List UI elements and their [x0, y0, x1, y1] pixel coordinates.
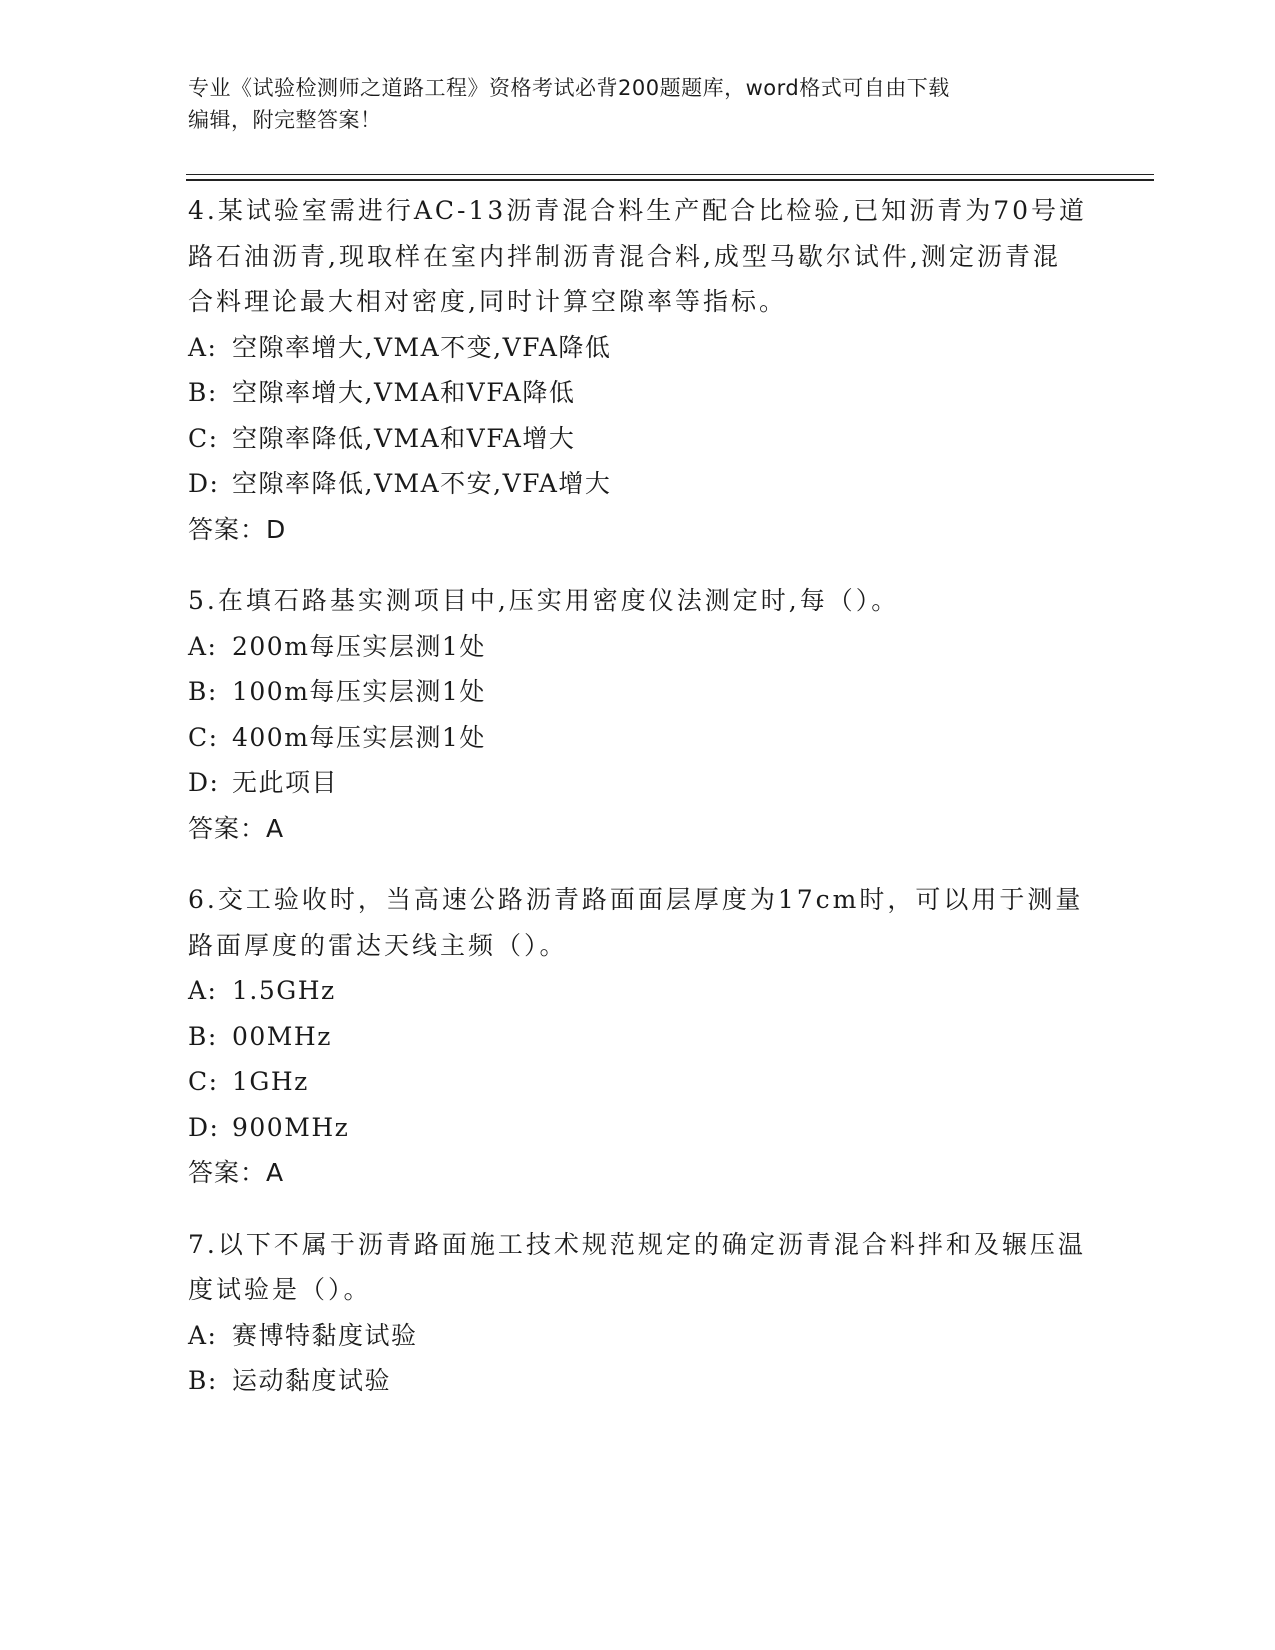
option-key: C:	[188, 423, 219, 453]
answer-label: 答案：A	[188, 813, 285, 843]
option-key: D:	[188, 1112, 220, 1142]
option-key: C:	[188, 722, 219, 752]
option-text: 空隙率降低,VMA不安,VFA增大	[232, 469, 612, 498]
option-c	[188, 1059, 1088, 1105]
option-key: B:	[188, 378, 218, 407]
option-c	[188, 416, 1088, 462]
option-text: 400m每压实层测1处	[232, 722, 486, 752]
option-key: B:	[188, 1366, 218, 1395]
option-text: 空隙率增大,VMA和VFA降低	[232, 378, 576, 407]
option-b	[188, 370, 1088, 416]
option-text: 无此项目	[232, 768, 339, 797]
option-a	[188, 325, 1088, 371]
option-d	[188, 1105, 1088, 1151]
question-5	[188, 578, 1088, 851]
option-text: 1.5GHz	[232, 976, 336, 1005]
option-text: 空隙率增大,VMA不变,VFA降低	[232, 332, 612, 362]
option-text: 900MHz	[232, 1112, 350, 1142]
option-c	[188, 715, 1088, 761]
option-key: D:	[188, 469, 220, 498]
document-header	[188, 72, 1068, 136]
answer-label: 答案：A	[188, 1158, 285, 1187]
option-b	[188, 669, 1088, 715]
option-a	[188, 1313, 1088, 1359]
option-key: C:	[188, 1067, 219, 1096]
option-text: 100m每压实层测1处	[232, 677, 486, 706]
option-text: 200m每压实层测1处	[232, 631, 486, 661]
option-b	[188, 1014, 1088, 1060]
option-text: 赛博特黏度试验	[232, 1320, 418, 1350]
option-key: B:	[188, 677, 218, 706]
header-rule-top	[186, 174, 1154, 175]
option-key: A:	[188, 631, 218, 661]
option-key: B:	[188, 1021, 218, 1051]
question-6	[188, 877, 1088, 1196]
question-7	[188, 1222, 1088, 1404]
option-d	[188, 760, 1088, 806]
question-list	[188, 188, 1088, 1430]
option-a	[188, 968, 1088, 1014]
option-key: A:	[188, 332, 218, 362]
option-d	[188, 461, 1088, 507]
question-stem: 6.交工验收时，当高速公路沥青路面面层厚度为17cm时，可以用于测量路面厚度的雷达天线主频（）。	[188, 885, 1084, 960]
header-rule-bottom	[186, 179, 1154, 181]
option-key: A:	[188, 976, 218, 1005]
option-text: 00MHz	[232, 1021, 332, 1051]
option-a	[188, 624, 1088, 670]
header-line-2: 编辑，附完整答案！	[188, 108, 382, 132]
question-stem: 4.某试验室需进行AC-13沥青混合料生产配合比检验,已知沥青为70号道路石油沥青,现取样在室内拌制沥青混合料,成型马歇尔试件,测定沥青混合料理论最大相对密度,同时计算空隙率等指标。	[188, 196, 1088, 316]
question-stem: 7.以下不属于沥青路面施工技术规范规定的确定沥青混合料拌和及辗压温度试验是（）。	[188, 1229, 1086, 1304]
header-line-1: 专业《试验检测师之道路工程》资格考试必背200题题库，word格式可自由下载	[188, 76, 950, 100]
option-key: D:	[188, 768, 220, 797]
option-text: 1GHz	[232, 1067, 309, 1096]
option-text: 运动黏度试验	[232, 1366, 392, 1395]
question-4	[188, 188, 1088, 552]
option-key: A:	[188, 1320, 218, 1350]
option-b	[188, 1358, 1088, 1404]
answer-label: 答案：D	[188, 514, 287, 544]
option-text: 空隙率降低,VMA和VFA增大	[232, 423, 576, 453]
question-stem: 5.在填石路基实测项目中,压实用密度仪法测定时,每（）。	[188, 586, 900, 615]
